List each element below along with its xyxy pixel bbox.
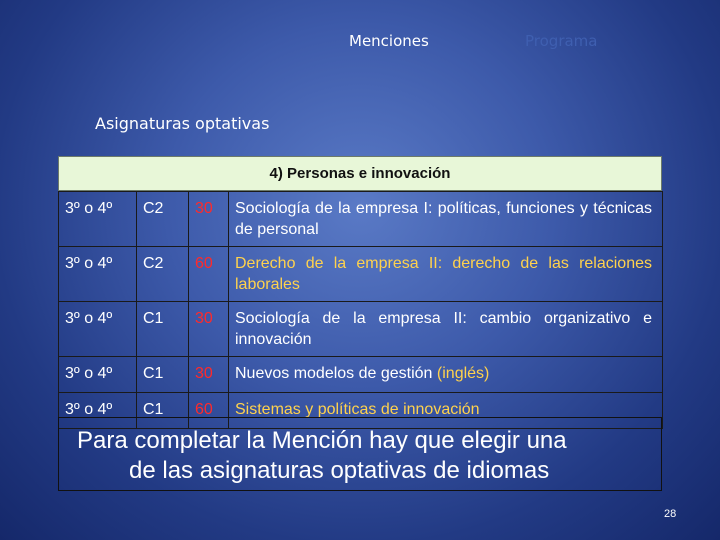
cell-credits: 30 — [189, 302, 229, 357]
note-line-1: Para completar la Mención hay que elegir una — [77, 427, 567, 454]
cell-year: 3º o 4º — [59, 393, 137, 429]
cell-year: 3º o 4º — [59, 192, 137, 247]
cell-course: Derecho de la empresa II: derecho de las relaciones laborales — [229, 247, 663, 302]
table-row — [59, 302, 663, 357]
table-row — [59, 357, 663, 393]
courses-table — [58, 156, 662, 429]
table-header: 4) Personas e innovación — [58, 156, 662, 191]
section-title: Asignaturas optativas — [95, 114, 270, 133]
note-box — [58, 417, 662, 491]
cell-credits: 60 — [189, 247, 229, 302]
cell-course: Sistemas y políticas de innovación — [229, 393, 663, 429]
cell-type: C1 — [137, 393, 189, 429]
table-row — [59, 192, 663, 247]
course-language-tag: (inglés) — [436, 365, 490, 382]
cell-course — [229, 357, 663, 393]
cell-type: C2 — [137, 192, 189, 247]
cell-type: C2 — [137, 247, 189, 302]
nav-link-menciones[interactable]: Menciones — [349, 32, 429, 50]
note-line-2: de las asignaturas optativas de idiomas — [129, 457, 550, 484]
cell-type: C1 — [137, 302, 189, 357]
cell-credits: 30 — [189, 357, 229, 393]
cell-course: Sociología de la empresa I: políticas, funciones y técnicas de personal — [229, 192, 663, 247]
cell-credits: 60 — [189, 393, 229, 429]
cell-type: C1 — [137, 357, 189, 393]
cell-credits: 30 — [189, 192, 229, 247]
cell-year: 3º o 4º — [59, 247, 137, 302]
cell-year: 3º o 4º — [59, 357, 137, 393]
table-row — [59, 247, 663, 302]
course-title: Nuevos modelos de gestión — [235, 365, 437, 382]
courses-table-body — [58, 191, 663, 429]
nav-link-programa[interactable]: Programa — [525, 32, 598, 50]
cell-course: Sociología de la empresa II: cambio organizativo e innovación — [229, 302, 663, 357]
page-number: 28 — [664, 508, 677, 520]
cell-year: 3º o 4º — [59, 302, 137, 357]
